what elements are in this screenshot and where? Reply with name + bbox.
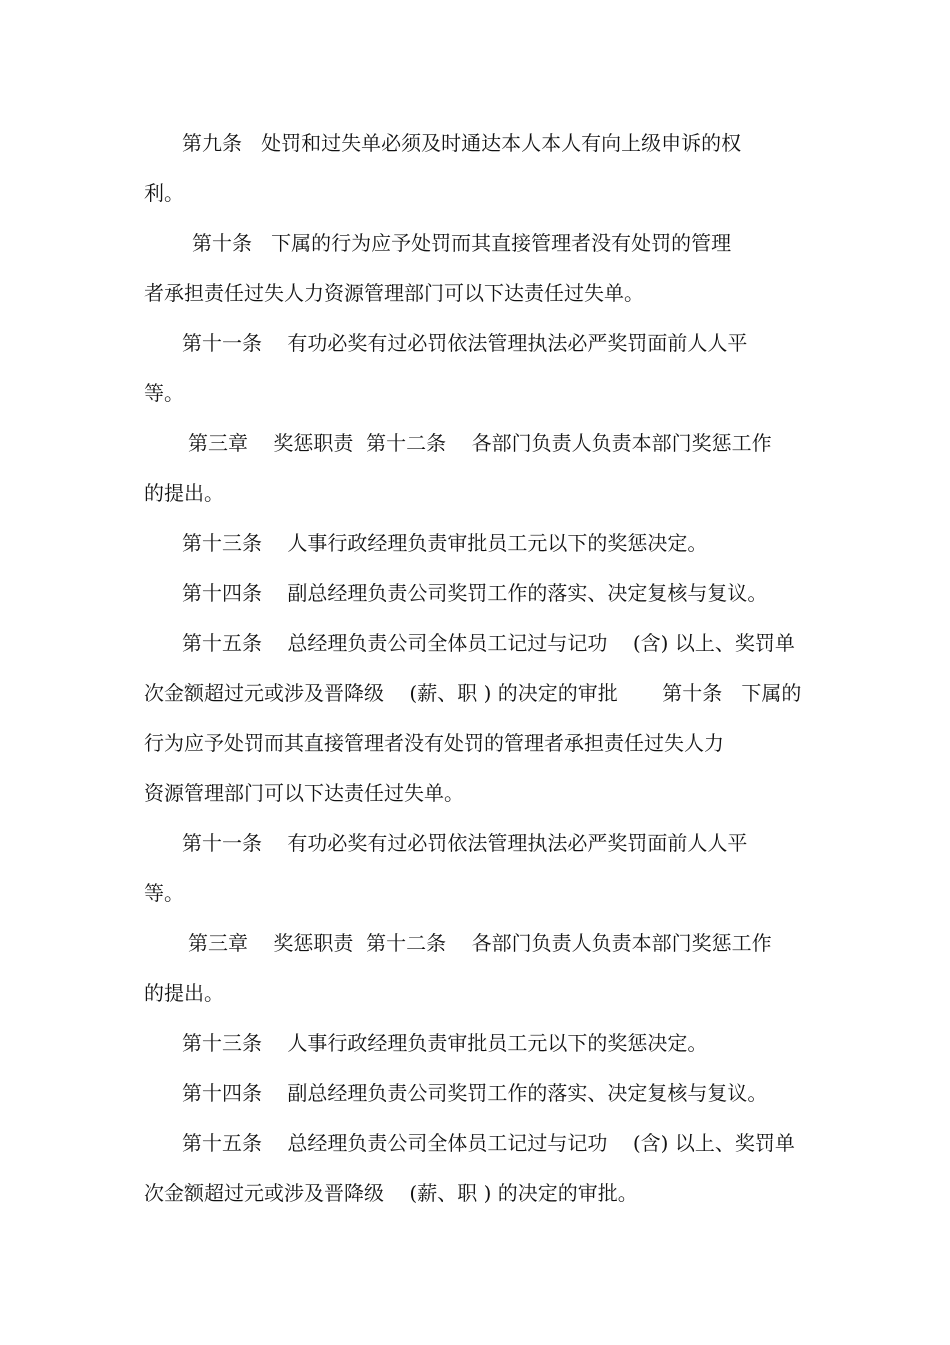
text-line: 第九条 处罚和过失单必须及时通达本人本人有向上级申诉的权 — [182, 131, 742, 155]
text-line: 第三章 奖惩职责 第十二条 各部门负责人负责本部门奖惩工作 — [188, 931, 772, 955]
text-line: 第十一条 有功必奖有过必罚依法管理执法必严奖罚面前人人平 — [182, 331, 748, 355]
text-line: 等。 — [144, 881, 184, 905]
text-line: 第十条 下属的行为应予处罚而其直接管理者没有处罚的管理 — [192, 231, 732, 255]
text-line: 第十四条 副总经理负责公司奖罚工作的落实、决定复核与复议。 — [182, 581, 768, 605]
text-line: 第十五条 总经理负责公司全体员工记过与记功 (含) 以上、奖罚单 — [182, 631, 795, 655]
text-line: 第三章 奖惩职责 第十二条 各部门负责人负责本部门奖惩工作 — [188, 431, 772, 455]
text-line: 利。 — [144, 181, 184, 205]
text-line: 第十三条 人事行政经理负责审批员工元以下的奖惩决定。 — [182, 1031, 708, 1055]
text-line: 第十三条 人事行政经理负责审批员工元以下的奖惩决定。 — [182, 531, 708, 555]
text-line: 第十五条 总经理负责公司全体员工记过与记功 (含) 以上、奖罚单 — [182, 1131, 795, 1155]
text-line: 第十四条 副总经理负责公司奖罚工作的落实、决定复核与复议。 — [182, 1081, 768, 1105]
text-line: 第十一条 有功必奖有过必罚依法管理执法必严奖罚面前人人平 — [182, 831, 748, 855]
text-line: 者承担责任过失人力资源管理部门可以下达责任过失单。 — [144, 281, 644, 305]
text-line: 的提出。 — [144, 481, 224, 505]
text-line: 次金额超过元或涉及晋降级 (薪、职 ) 的决定的审批。 — [144, 1181, 638, 1205]
text-line: 的提出。 — [144, 981, 224, 1005]
text-line: 等。 — [144, 381, 184, 405]
text-line: 次金额超过元或涉及晋降级 (薪、职 ) 的决定的审批 第十条 下属的 — [144, 681, 802, 705]
text-line: 行为应予处罚而其直接管理者没有处罚的管理者承担责任过失人力 — [144, 731, 724, 755]
text-line: 资源管理部门可以下达责任过失单。 — [144, 781, 464, 805]
